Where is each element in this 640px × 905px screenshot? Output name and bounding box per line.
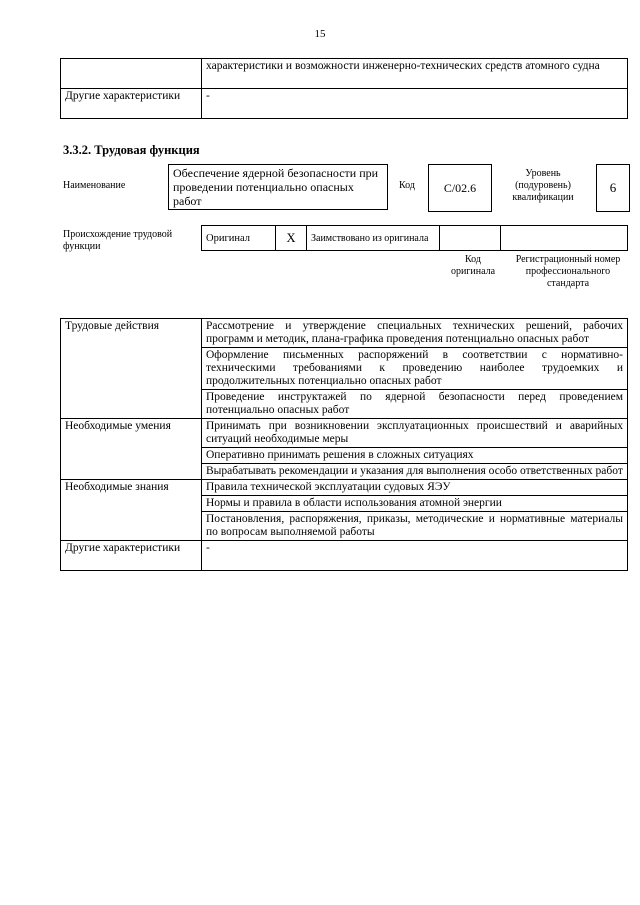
code-value: C/02.6 — [428, 164, 492, 212]
group-label: Необходимые умения — [61, 419, 202, 480]
group-item: Оформление письменных распоряжений в соответствии с нормативно-техническими требованиями к проведению наиболее трудоемких и продолжительных потенциально опасных работ — [202, 348, 628, 390]
group-label: Другие характеристики — [61, 541, 202, 571]
borrowed-label: Заимствовано из оригинала — [307, 226, 440, 251]
section-title: 3.3.2. Трудовая функция — [63, 143, 200, 157]
table-row — [61, 59, 628, 89]
group-item: Оперативно принимать решения в сложных ситуациях — [202, 448, 628, 464]
group-item: Вырабатывать рекомендации и указания для выполнения особо ответственных работ — [202, 464, 628, 480]
reg-number-label: Регистрационный номер профессионального стандарта — [515, 254, 621, 289]
row-text: характеристики и возможности инженерно-технических средств атомного судна — [202, 59, 628, 89]
table-row — [61, 541, 628, 571]
group-item: Рассмотрение и утверждение специальных технических решений, рабочих программ и методик, плана-графика проведения потенциально опасных работ — [202, 319, 628, 348]
level-label: Уровень (подуровень) квалификации — [512, 168, 574, 203]
name-label: Наименование — [63, 180, 126, 191]
row-label — [61, 59, 202, 89]
original-mark: X — [276, 226, 307, 251]
group-item: - — [202, 541, 628, 571]
table-row — [61, 89, 628, 119]
table-row — [61, 419, 628, 448]
row-text: - — [202, 89, 628, 119]
group-item: Принимать при возникновении эксплуатационных происшествий и аварийных ситуаций необходимые меры — [202, 419, 628, 448]
code-label: Код — [399, 180, 415, 191]
table-row — [61, 480, 628, 496]
original-label: Оригинал — [202, 226, 276, 251]
group-label: Необходимые знания — [61, 480, 202, 541]
name-value: Обеспечение ядерной безопасности при проведении потенциально опасных работ — [168, 164, 388, 210]
group-item: Постановления, распоряжения, приказы, методические и нормативные материалы по вопросам выполняемой работы — [202, 512, 628, 541]
code-original-cell — [440, 226, 501, 251]
page-number: 15 — [314, 28, 326, 40]
code-original-label: Код оригинала — [450, 254, 496, 277]
origin-label: Происхождение трудовой функции — [63, 229, 173, 252]
reg-number-cell — [501, 226, 628, 251]
group-item: Правила технической эксплуатации судовых ЯЭУ — [202, 480, 628, 496]
table-row — [202, 226, 628, 251]
group-label: Трудовые действия — [61, 319, 202, 419]
table-row — [61, 319, 628, 348]
level-value: 6 — [596, 164, 630, 212]
row-label: Другие характеристики — [61, 89, 202, 119]
group-item: Проведение инструктажей по ядерной безопасности перед проведением потенциально опасных работ — [202, 390, 628, 419]
group-item: Нормы и правила в области использования атомной энергии — [202, 496, 628, 512]
main-table — [60, 318, 628, 571]
origin-table — [201, 225, 628, 251]
top-table — [60, 58, 628, 119]
